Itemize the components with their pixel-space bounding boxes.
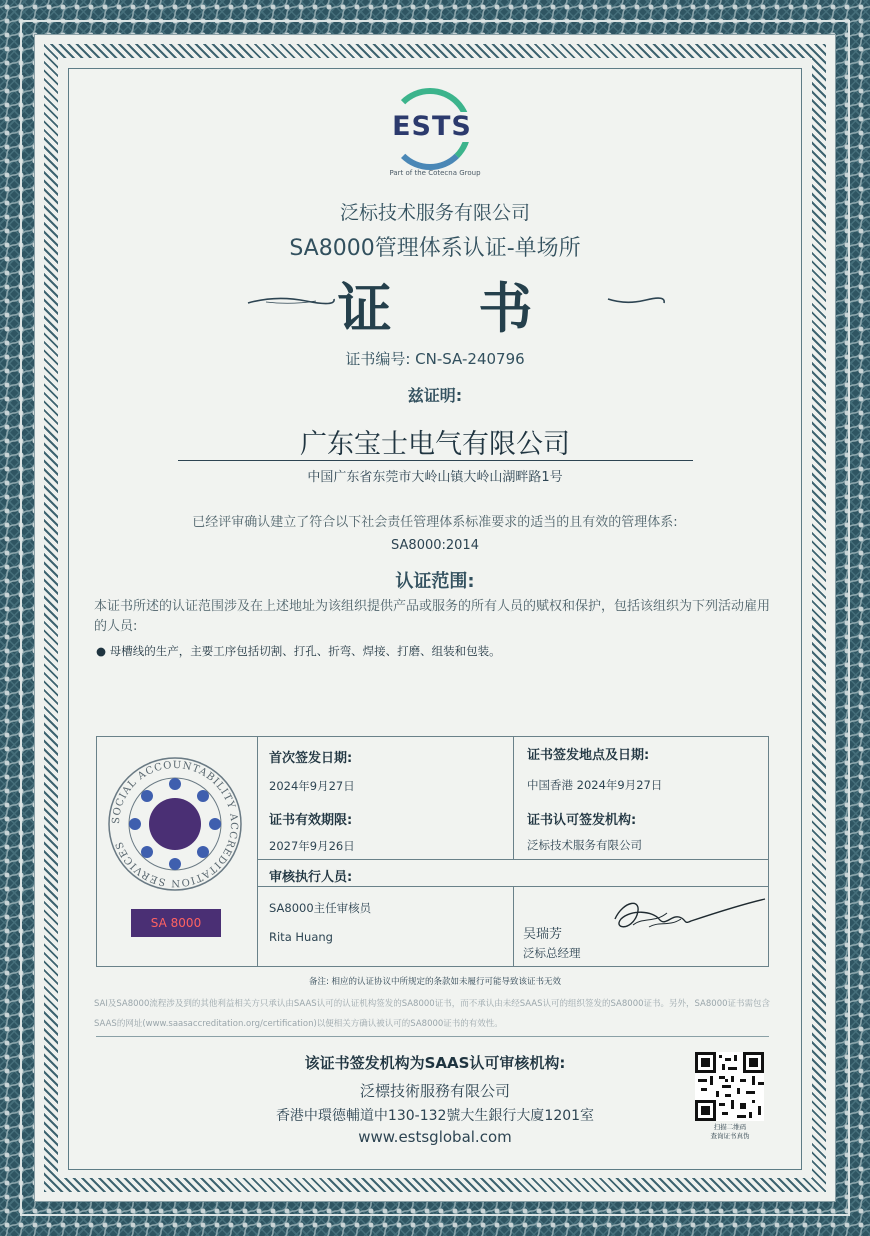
remark-note: 备注: 相应的认证协议中所规定的条款如未履行可能导致该证书无效	[308, 977, 562, 987]
qr-caption-line: 查询证书真伪	[710, 1132, 750, 1140]
first-issue-label: 首次签发日期:	[269, 751, 353, 766]
auditor-name: Rita Huang	[269, 930, 333, 944]
website-link[interactable]: www.estsglobal.com	[358, 1128, 512, 1146]
first-issue-value: 2024年9月27日	[269, 779, 355, 793]
auditor-label: 审核执行人员:	[269, 870, 353, 885]
system-title: SA8000管理体系认证-单场所	[289, 236, 581, 261]
issuer-name: 泛標技術服務有限公司	[359, 1082, 510, 1100]
holder-underline	[178, 460, 693, 461]
table-divider	[257, 886, 768, 887]
validity-value: 2027年9月26日	[269, 839, 355, 853]
disclaimer-note: SAI及SA8000流程涉及到的其他利益相关方只承认由SAAS认可的认证机构签发的SA8000证书，而不承认由未经SAAS认可的组织签发的SA8000证书。另外，SA8000证书需包含SAAS的网址(www.saasaccreditation.org/certification)以便相关方确认被认可的SA8000证书的有效性。	[94, 999, 771, 1029]
scope-text: 本证书所述的认证范围涉及在上述地址为该组织提供产品或服务的所有人员的赋权和保护，包括该组织为下列活动雇用的人员:	[94, 599, 771, 634]
table-divider	[257, 859, 768, 860]
saas-seal-icon	[107, 756, 243, 892]
certificate-title: 证 书	[337, 276, 567, 340]
standard-name: SA8000:2014	[391, 538, 479, 553]
holder-address: 中国广东省东莞市大岭山镇大岭山湖畔路1号	[307, 470, 563, 485]
signer-name: 吴瑞芳	[523, 927, 563, 942]
logo-brand: ESTS	[384, 112, 480, 142]
auditor-role: SA8000主任审核员	[269, 901, 372, 915]
signer-title: 泛标总经理	[523, 946, 581, 960]
qr-code-icon[interactable]	[695, 1052, 764, 1121]
table-divider	[513, 737, 514, 859]
accredited-statement: 该证书签发机构为SAAS认可审核机构:	[304, 1054, 566, 1072]
scope-bullet: ● 母槽线的生产，主要工序包括切割、打孔、折弯、焊接、打磨、组装和包装。	[96, 644, 501, 658]
seal-ring-text: SOCIAL ACCOUNTABILITY ACCREDITATION SERVICES	[110, 759, 240, 889]
issuer-address: 香港中環德輔道中130-132號大生銀行大廈1201室	[275, 1108, 595, 1124]
place-date-label: 证书签发地点及日期:	[527, 748, 650, 763]
qr-caption-line: 扫描二维码	[713, 1123, 747, 1131]
issuing-body-value: 泛标技术服务有限公司	[527, 838, 642, 852]
footer-divider	[96, 1036, 769, 1037]
validity-label: 证书有效期限:	[269, 813, 353, 828]
place-date-value: 中国香港 2024年9月27日	[527, 778, 663, 792]
table-divider	[513, 887, 514, 966]
signature-icon	[609, 889, 769, 941]
hereby-label: 兹证明:	[407, 386, 463, 405]
table-divider	[257, 737, 258, 966]
qr-caption	[680, 1123, 780, 1141]
certifier-name: 泛标技术服务有限公司	[339, 202, 530, 224]
holder-name: 广东宝士电气有限公司	[300, 429, 570, 460]
certificate-number: 证书编号: CN-SA-240796	[345, 350, 525, 368]
logo-tagline: Part of the Cotecna Group	[389, 169, 481, 177]
scope-title: 认证范围:	[395, 571, 475, 592]
flourish-left-icon	[246, 295, 336, 307]
flourish-right-icon	[606, 295, 666, 307]
issuing-body-label: 证书认可签发机构:	[527, 813, 637, 828]
established-statement: 已经评审确认建立了符合以下社会责任管理体系标准要求的适当的且有效的管理体系:	[192, 515, 678, 530]
sa8000-badge: SA 8000	[131, 909, 221, 937]
